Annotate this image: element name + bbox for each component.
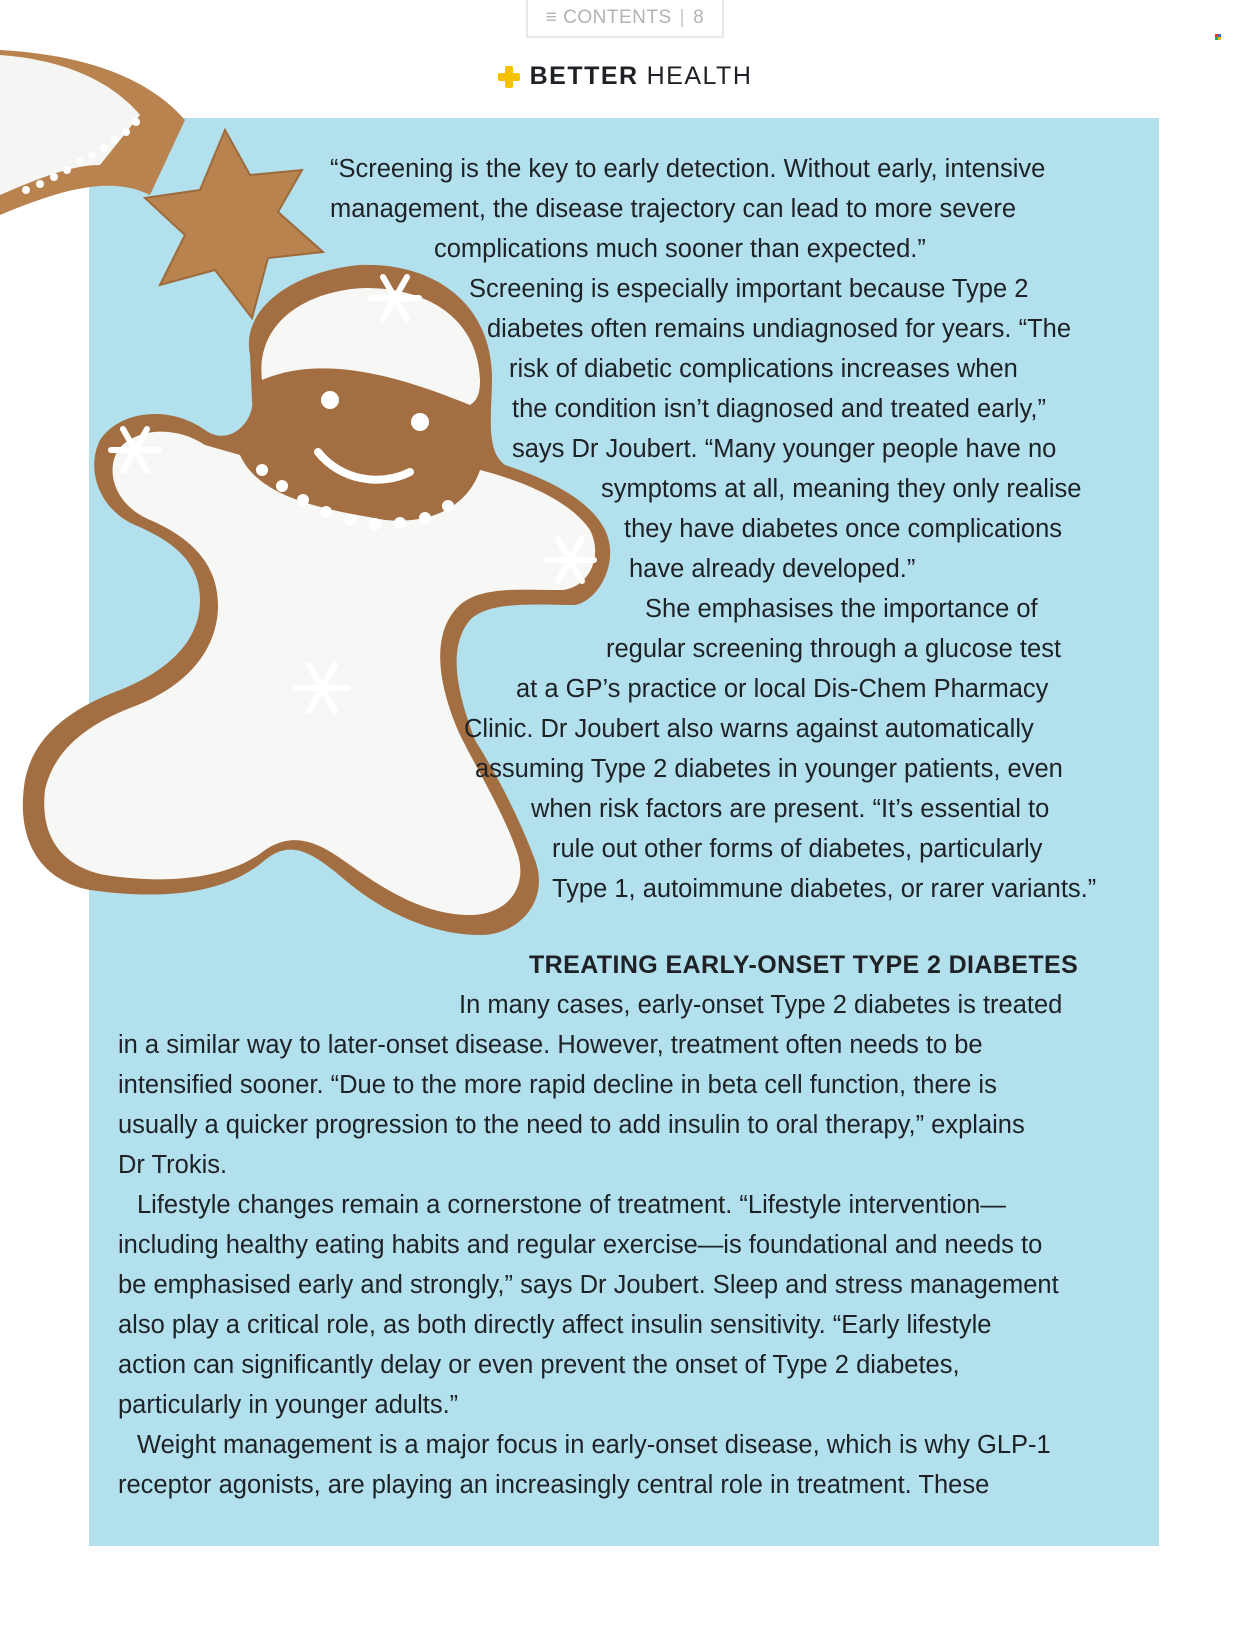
article-line: She emphasises the importance of	[645, 595, 1038, 623]
section-title-bold: BETTER	[529, 62, 639, 90]
article-line: rule out other forms of diabetes, particularly	[552, 835, 1043, 863]
article-line: assuming Type 2 diabetes in younger patients, even	[475, 755, 1063, 783]
nav-divider: |	[679, 7, 686, 28]
color-dots-icon	[1215, 34, 1222, 41]
article-line: Screening is especially important because Type 2	[469, 275, 1029, 303]
article-line: including healthy eating habits and regular exercise—is foundational and needs to	[118, 1231, 1043, 1259]
article-line: when risk factors are present. “It’s essential to	[531, 795, 1050, 823]
article-line: receptor agonists, are playing an increasingly central role in treatment. These	[118, 1471, 990, 1499]
article-line: says Dr Joubert. “Many younger people have no	[512, 435, 1057, 463]
section-heading: TREATING EARLY-ONSET TYPE 2 DIABETES	[529, 951, 1079, 979]
article-line: in a similar way to later-onset disease. However, treatment often needs to be	[118, 1031, 983, 1059]
article-line: Type 1, autoimmune diabetes, or rarer variants.”	[552, 875, 1097, 903]
article-line: the condition isn’t diagnosed and treated early,”	[512, 395, 1046, 423]
article-line: Weight management is a major focus in early-onset disease, which is why GLP-1	[137, 1431, 1051, 1459]
article-line: be emphasised early and strongly,” says Dr Joubert. Sleep and stress management	[118, 1271, 1059, 1299]
article-line: they have diabetes once complications	[624, 515, 1063, 543]
menu-icon: ≡	[545, 7, 558, 28]
article-line: action can significantly delay or even prevent the onset of Type 2 diabetes,	[118, 1351, 960, 1379]
article-line: symptoms at all, meaning they only realise	[601, 475, 1082, 503]
article-line: risk of diabetic complications increases when	[509, 355, 1018, 383]
contents-label: CONTENTS	[563, 7, 672, 28]
article-line: intensified sooner. “Due to the more rapid decline in beta cell function, there is	[118, 1071, 997, 1099]
article-line: usually a quicker progression to the need to add insulin to oral therapy,” explains	[118, 1111, 1025, 1139]
article-line: “Screening is the key to early detection. Without early, intensive	[330, 155, 1046, 183]
article-line: diabetes often remains undiagnosed for years. “The	[487, 315, 1072, 343]
article-line: Lifestyle changes remain a cornerstone of treatment. “Lifestyle intervention—	[137, 1191, 1006, 1219]
article-line: also play a critical role, as both directly affect insulin sensitivity. “Early lifestyle	[118, 1311, 992, 1339]
article-line: particularly in younger adults.”	[118, 1391, 459, 1419]
page-number: 8	[693, 7, 705, 28]
article-line: at a GP’s practice or local Dis-Chem Pharmacy	[516, 675, 1049, 703]
article-line: have already developed.”	[629, 555, 916, 583]
article-line: Clinic. Dr Joubert also warns against automatically	[464, 715, 1034, 743]
article-line: complications much sooner than expected.”	[434, 235, 926, 263]
article-line: In many cases, early-onset Type 2 diabetes is treated	[459, 991, 1063, 1019]
article-line: Dr Trokis.	[118, 1151, 228, 1179]
article-line: regular screening through a glucose test	[606, 635, 1062, 663]
section-title-light: HEALTH	[646, 62, 753, 90]
article-line: management, the disease trajectory can lead to more severe	[330, 195, 1017, 223]
